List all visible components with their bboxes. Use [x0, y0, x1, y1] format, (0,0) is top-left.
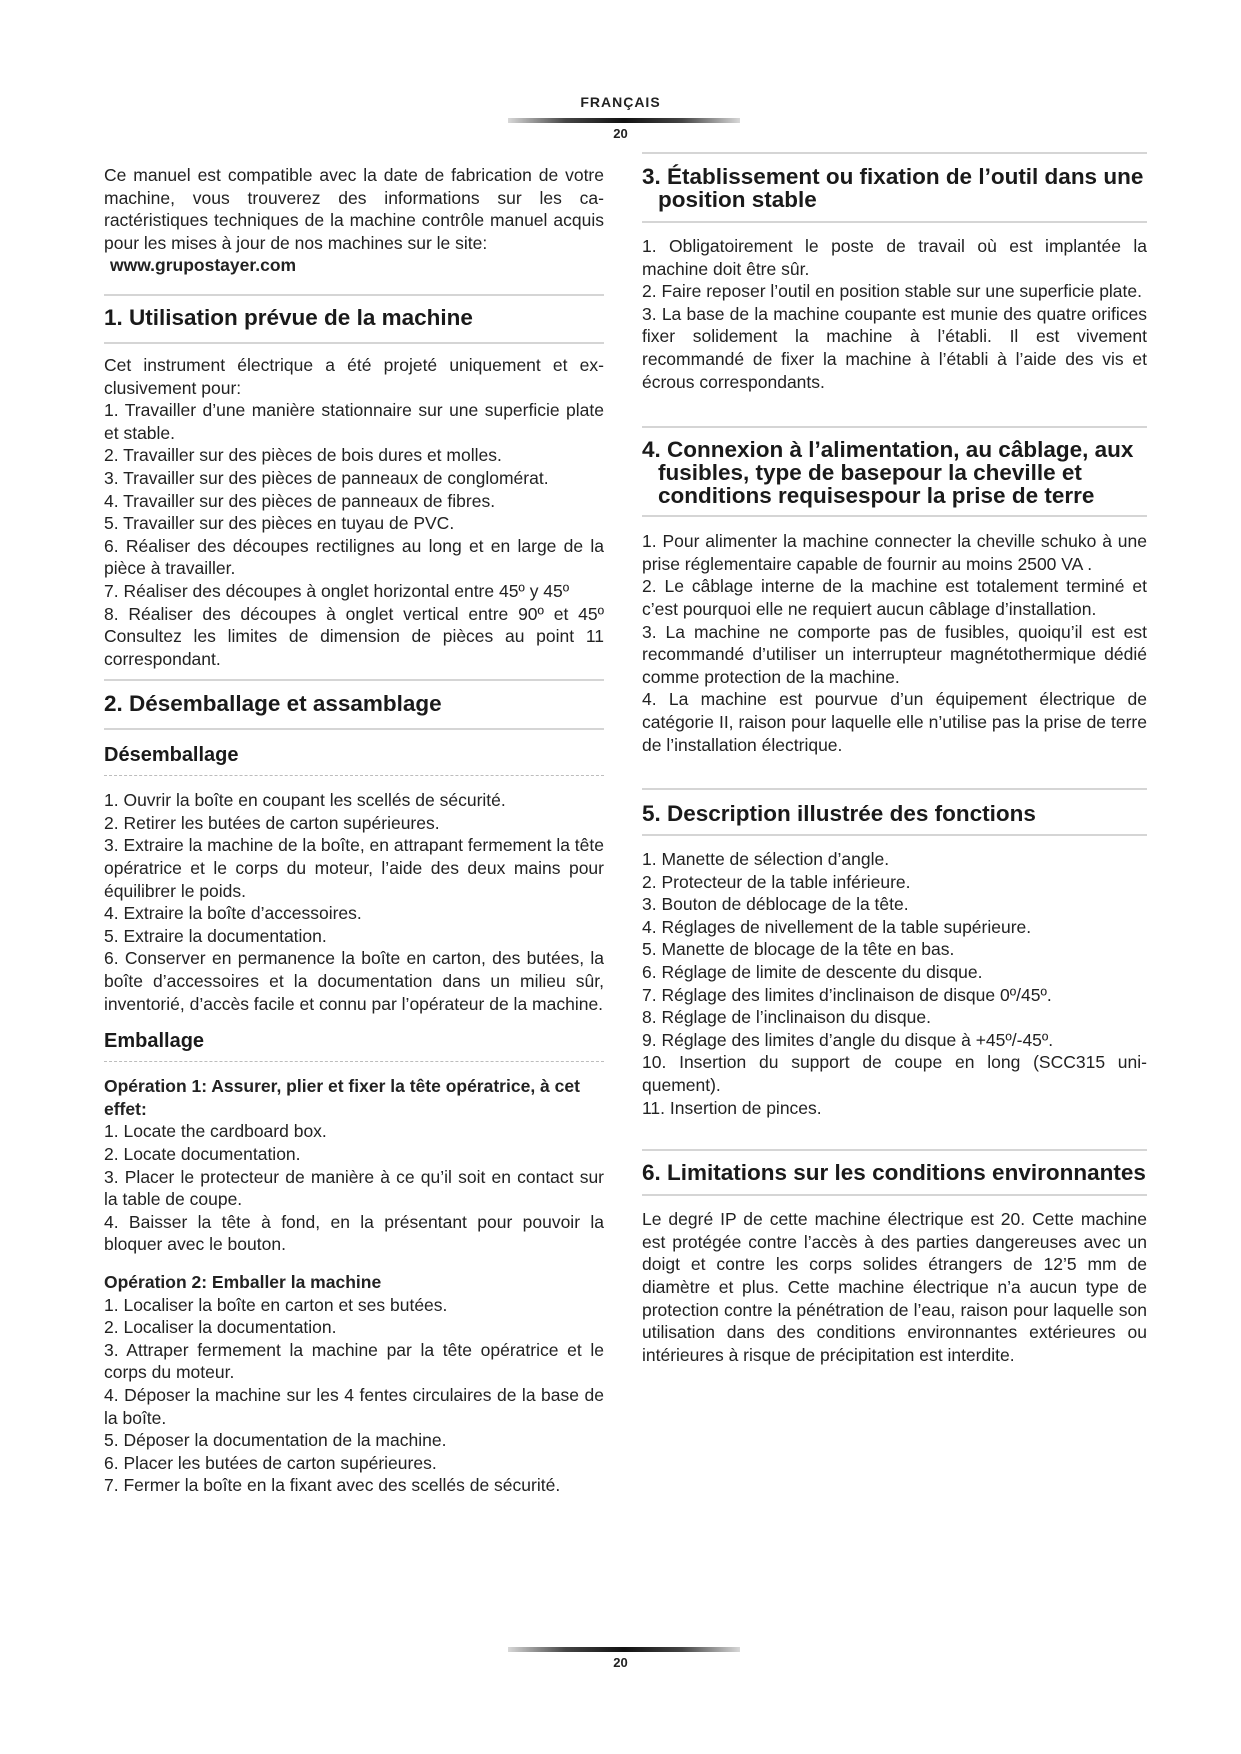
list-item: 4. Réglages de nivellement de la table supérieure.: [642, 916, 1032, 937]
list-item: 1. Travailler d’une manière stationnaire sur une superficie plate et stable.: [104, 400, 604, 443]
right-column: [642, 152, 1147, 1366]
section-1-intro: Cet instrument électrique a été projeté uniquement et exclusivement pour:: [104, 354, 604, 398]
section-4: [642, 426, 1147, 756]
language-label: FRANÇAIS: [580, 94, 661, 110]
list-item: 4. Extraire la boîte d’accessoires.: [104, 903, 362, 924]
list-item: 2. Localiser la documentation.: [104, 1317, 337, 1338]
list-item: 2. Locate documentation.: [104, 1144, 301, 1164]
section-5-title: 5. Description illustrée des fonctions: [642, 801, 1036, 827]
list-item: 1. Obligatoirement le poste de travail où est implantée la machine doit être sûr.: [642, 236, 1147, 279]
list-item: 4. La machine est pourvue d’un équipement électrique de catégorie II, raison pour laquelle elle n’utilise pas la prise de terre de l’installation électrique.: [642, 689, 1147, 755]
list-item: 6. Réglage de limite de descente du disque.: [642, 962, 983, 983]
section-2-title: 2. Désemballage et assamblage: [104, 691, 442, 717]
list-item: 4. Déposer la machine sur les 4 fentes circulaires de la base de la boîte.: [104, 1384, 604, 1428]
list-item: 3. La machine ne comporte pas de fusibles, quoiqu’il est est recommandé d’utiliser un interrupteur magnétothermique dédié comme protection de la machine.: [642, 621, 1147, 687]
header-rule: [508, 118, 740, 123]
intro-paragraph: [104, 164, 604, 277]
list-item: 3. Travailler sur des pièces de panneaux de conglomérat.: [104, 467, 549, 488]
list-item: 1. Locate the cardboard box.: [104, 1121, 327, 1142]
list-item: 7. Réaliser des découpes à onglet horizontal entre 45º y 45º: [104, 580, 570, 601]
list-item: 6. Réaliser des découpes rectilignes au long et en large de la pièce à travailler.: [104, 535, 604, 579]
list-item: 9. Réglage des limites d’angle du disque à +45º/-45º.: [642, 1029, 1054, 1050]
section-6-text: Le degré IP de cette machine électrique est 20. Cette machine est protégée contre l’accès à des parties dangereuses avec un doigt et contre les corps solides étrangers de 12’5 mm de diamètre et plus. Cette machine électrique n’a aucun type de protection contre la pénétration de l’eau, raison pour laquelle son utilisation dans des conditions environnantes extérieures ou intérieures à risque de précipitation est interdite.: [642, 1209, 1147, 1365]
list-item: 4. Baisser la tête à fond, en la présentant pour pouvoir la bloquer avec le bouton.: [104, 1211, 604, 1255]
section-3: [642, 152, 1147, 393]
page-number-top: 20: [613, 126, 628, 141]
list-item: 8. Réglage de l’inclinaison du disque.: [642, 1007, 931, 1028]
list-item: 7. Fermer la boîte en la fixant avec des scellés de sécurité.: [104, 1475, 561, 1496]
subsection-desemballage: Désemballage: [104, 743, 604, 776]
list-item: 3. La base de la machine coupante est munie des quatre orifices fixer solidement la machine à l’établi. Il est vivement recommandé de fixer la machine à l’établi à l’aide des vis et écrous correspondants.: [642, 303, 1147, 392]
section-6: [642, 1149, 1147, 1366]
section-4-title: 4. Connexion à l’alimentation, au câblage, aux fusibles, type de basepour la cheville et conditions requisespour la prise de terre: [642, 437, 1134, 509]
left-column: [104, 164, 604, 1497]
list-item: 4. Travailler sur des pièces de panneaux de fibres.: [104, 490, 496, 511]
section-1-title: 1. Utilisation prévue de la machine: [104, 304, 473, 330]
list-item: 3. Placer le protecteur de manière à ce qu’il soit en contact sur la table de coupe.: [104, 1166, 604, 1210]
list-item: 1. Ouvrir la boîte en coupant les scellés de sécurité.: [104, 790, 506, 811]
list-item: 6. Conserver en permanence la boîte en carton, des butées, la boîte d’accessoires et la documentation dans un milieu sûr, inventorié, d’accès facile et connu par l’opérateur de la machine.: [104, 948, 604, 1014]
list-item: 5. Manette de blocage de la tête en bas.: [642, 939, 955, 960]
section-2: [104, 679, 604, 1497]
section-1: [104, 294, 604, 670]
list-item: 2. Le câblage interne de la machine est totalement terminé et c’est pourquoi elle ne requiert aucun câblage d’installation.: [642, 576, 1147, 619]
section-6-title: 6. Limitations sur les conditions environnantes: [642, 1160, 1146, 1186]
list-item: 5. Travailler sur des pièces en tuyau de PVC.: [104, 513, 455, 534]
operation-2-title: Opération 2: Emballer la machine: [104, 1271, 382, 1292]
footer-rule: [508, 1647, 740, 1652]
list-item: 3. Extraire la machine de la boîte, en attrapant fermement la tête opératrice et le corps du moteur, l’aide des deux mains pour équilibrer le poids.: [104, 835, 604, 901]
list-item: 1. Pour alimenter la machine connecter la cheville schuko à une prise réglementaire capable de fournir au moins 2500 VA .: [642, 531, 1147, 574]
list-item: 7. Réglage des limites d’inclinaison de disque 0º/45º.: [642, 984, 1052, 1005]
list-item: 1. Manette de sélection d’angle.: [642, 849, 890, 870]
list-item: 8. Réaliser des découpes à onglet vertical entre 90º et 45º Consultez les limites de dimension de pièces au point 11 correspondant.: [104, 603, 604, 669]
list-item: 3. Bouton de déblocage de la tête.: [642, 894, 909, 915]
subsection-emballage: Emballage: [104, 1029, 604, 1062]
intro-text: Ce manuel est compatible avec la date de fabrication de votre machine, vous trouverez des informations sur les caractéristiques techniques de la machine contrôle manuel acquis pour les mises à jour de nos machines sur le site:: [104, 165, 604, 253]
section-3-title: 3. Établissement ou fixation de l’outil dans une position stable: [642, 164, 1144, 212]
list-item: 11. Insertion de pinces.: [642, 1097, 822, 1118]
list-item: 3. Attraper fermement la machine par la tête opératrice et le corps du moteur.: [104, 1339, 604, 1383]
list-item: 5. Déposer la documentation de la machine.: [104, 1430, 447, 1451]
list-item: 10. Insertion du support de coupe en long (SCC315 uniquement).: [642, 1052, 1147, 1096]
operation-1-title: Opération 1: Assurer, plier et fixer la tête opératrice, à cet effet:: [104, 1076, 580, 1119]
list-item: 1. Localiser la boîte en carton et ses butées.: [104, 1294, 448, 1315]
section-5: [642, 788, 1147, 1119]
list-item: 2. Faire reposer l’outil en position stable sur une superficie plate.: [642, 281, 1142, 302]
page-number-bottom: 20: [613, 1655, 628, 1670]
list-item: 2. Travailler sur des pièces de bois dures et molles.: [104, 445, 502, 466]
list-item: 2. Retirer les butées de carton supérieures.: [104, 812, 440, 833]
list-item: 5. Extraire la documentation.: [104, 925, 327, 946]
website-url: www.grupostayer.com: [110, 255, 297, 276]
list-item: 6. Placer les butées de carton supérieures.: [104, 1452, 437, 1473]
list-item: 2. Protecteur de la table inférieure.: [642, 871, 911, 892]
